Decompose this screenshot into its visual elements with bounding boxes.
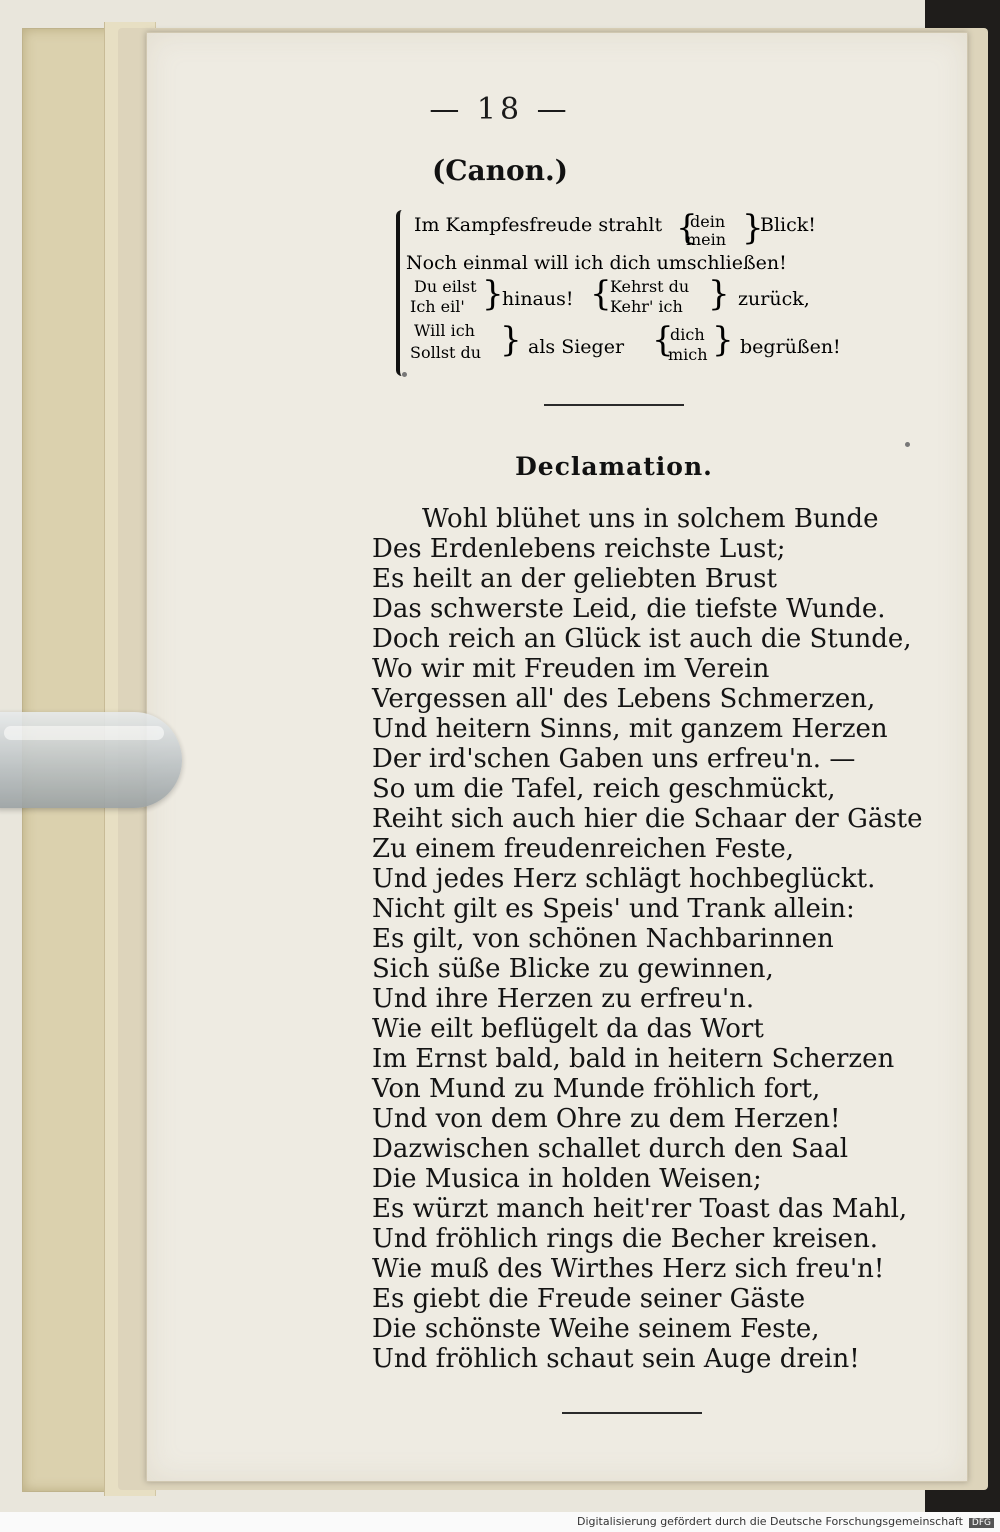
end-divider <box>562 1412 702 1414</box>
canon-brace: } <box>712 320 734 360</box>
dfg-logo-icon: DFG <box>969 1518 994 1528</box>
poem-line: Das schwerste Leid, die tiefste Wunde. <box>372 594 886 624</box>
poem-line: Es giebt die Freude seiner Gäste <box>372 1284 806 1314</box>
canon-brace: } <box>482 274 504 314</box>
poem-line: Und heitern Sinns, mit ganzem Herzen <box>372 714 888 744</box>
canon-line4-end: begrüßen! <box>740 336 841 358</box>
canon-brace: { <box>676 208 698 248</box>
canon-brace: } <box>500 320 522 360</box>
page-number: — 18 — <box>429 92 571 127</box>
canon-brace: { <box>652 320 674 360</box>
poem-line: Wie muß des Wirthes Herz sich freu'n! <box>372 1254 885 1284</box>
canon-option: dein <box>690 212 726 231</box>
poem-line: Des Erdenlebens reichste Lust; <box>372 534 786 564</box>
poem-line: Von Mund zu Munde fröhlich fort, <box>372 1074 821 1104</box>
canon-left-brace <box>396 210 410 376</box>
canon-option: Will ich <box>414 321 475 340</box>
canon-title: (Canon.) <box>431 154 569 187</box>
page-clip <box>0 712 182 808</box>
poem-line: Nicht gilt es Speis' und Trank allein: <box>372 894 855 924</box>
canon-option: mich <box>668 345 708 364</box>
poem-line: Vergessen all' des Lebens Schmerzen, <box>372 684 876 714</box>
ink-speck <box>402 372 407 377</box>
canon-line3-end: zurück, <box>738 288 810 310</box>
canon-option: Sollst du <box>410 343 482 362</box>
poem-line: Wo wir mit Freuden im Verein <box>372 654 770 684</box>
poem-line: Reiht sich auch hier die Schaar der Gäste <box>372 804 923 834</box>
canon-line1-text: Im Kampfesfreude strahlt <box>414 214 663 236</box>
canon-option: Kehrst du <box>610 277 690 296</box>
ink-speck <box>905 442 910 447</box>
poem-line: Es heilt an der geliebten Brust <box>372 564 777 594</box>
poem-line: Dazwischen schallet durch den Saal <box>372 1134 849 1164</box>
poem-line: So um die Tafel, reich geschmückt, <box>372 774 836 804</box>
canon-brace: } <box>708 274 730 314</box>
poem-line: Doch reich an Glück ist auch die Stunde, <box>372 624 912 654</box>
poem-line: Zu einem freudenreichen Feste, <box>372 834 795 864</box>
declamation-title: Declamation. <box>515 452 713 481</box>
poem-line: Und von dem Ohre zu dem Herzen! <box>372 1104 841 1134</box>
canon-line3-mid: hinaus! <box>502 288 574 310</box>
poem-line: Im Ernst bald, bald in heitern Scherzen <box>372 1044 895 1074</box>
poem-line: Es würzt manch heit'rer Toast das Mahl, <box>372 1194 908 1224</box>
canon-line4-mid: als Sieger <box>528 336 625 358</box>
canon-option: Ich eil' <box>410 297 465 316</box>
canon-option: Du eilst <box>414 277 477 296</box>
canon-option: mein <box>686 230 727 249</box>
poem-line: Und fröhlich rings die Becher kreisen. <box>372 1224 879 1254</box>
canon-option: dich <box>670 325 705 344</box>
canon-line1-end: Blick! <box>760 214 816 236</box>
poem-line: Die Musica in holden Weisen; <box>372 1164 762 1194</box>
poem-line: Wie eilt beflügelt da das Wort <box>372 1014 764 1044</box>
poem-line: Die schönste Weihe seinem Feste, <box>372 1314 820 1344</box>
poem-line: Und jedes Herz schlägt hochbeglückt. <box>372 864 876 894</box>
poem-line: Der ird'schen Gaben uns erfreu'n. — <box>372 744 856 774</box>
poem-line: Und ihre Herzen zu erfreu'n. <box>372 984 755 1014</box>
canon-line2-text: Noch einmal will ich dich umschließen! <box>406 252 787 274</box>
poem-line: Wohl blühet uns in solchem Bunde <box>422 504 879 534</box>
footer-credit: Digitalisierung gefördert durch die Deutsche Forschungsgemeinschaft <box>576 1515 963 1528</box>
canon-brace: } <box>742 208 764 248</box>
canon-option: Kehr' ich <box>610 297 683 316</box>
poem-line: Es gilt, von schönen Nachbarinnen <box>372 924 834 954</box>
poem-line: Und fröhlich schaut sein Auge drein! <box>372 1344 860 1374</box>
digitization-footer <box>0 1512 1000 1532</box>
poem-line: Sich süße Blicke zu gewinnen, <box>372 954 774 984</box>
canon-brace: { <box>590 274 612 314</box>
section-divider <box>544 404 684 406</box>
